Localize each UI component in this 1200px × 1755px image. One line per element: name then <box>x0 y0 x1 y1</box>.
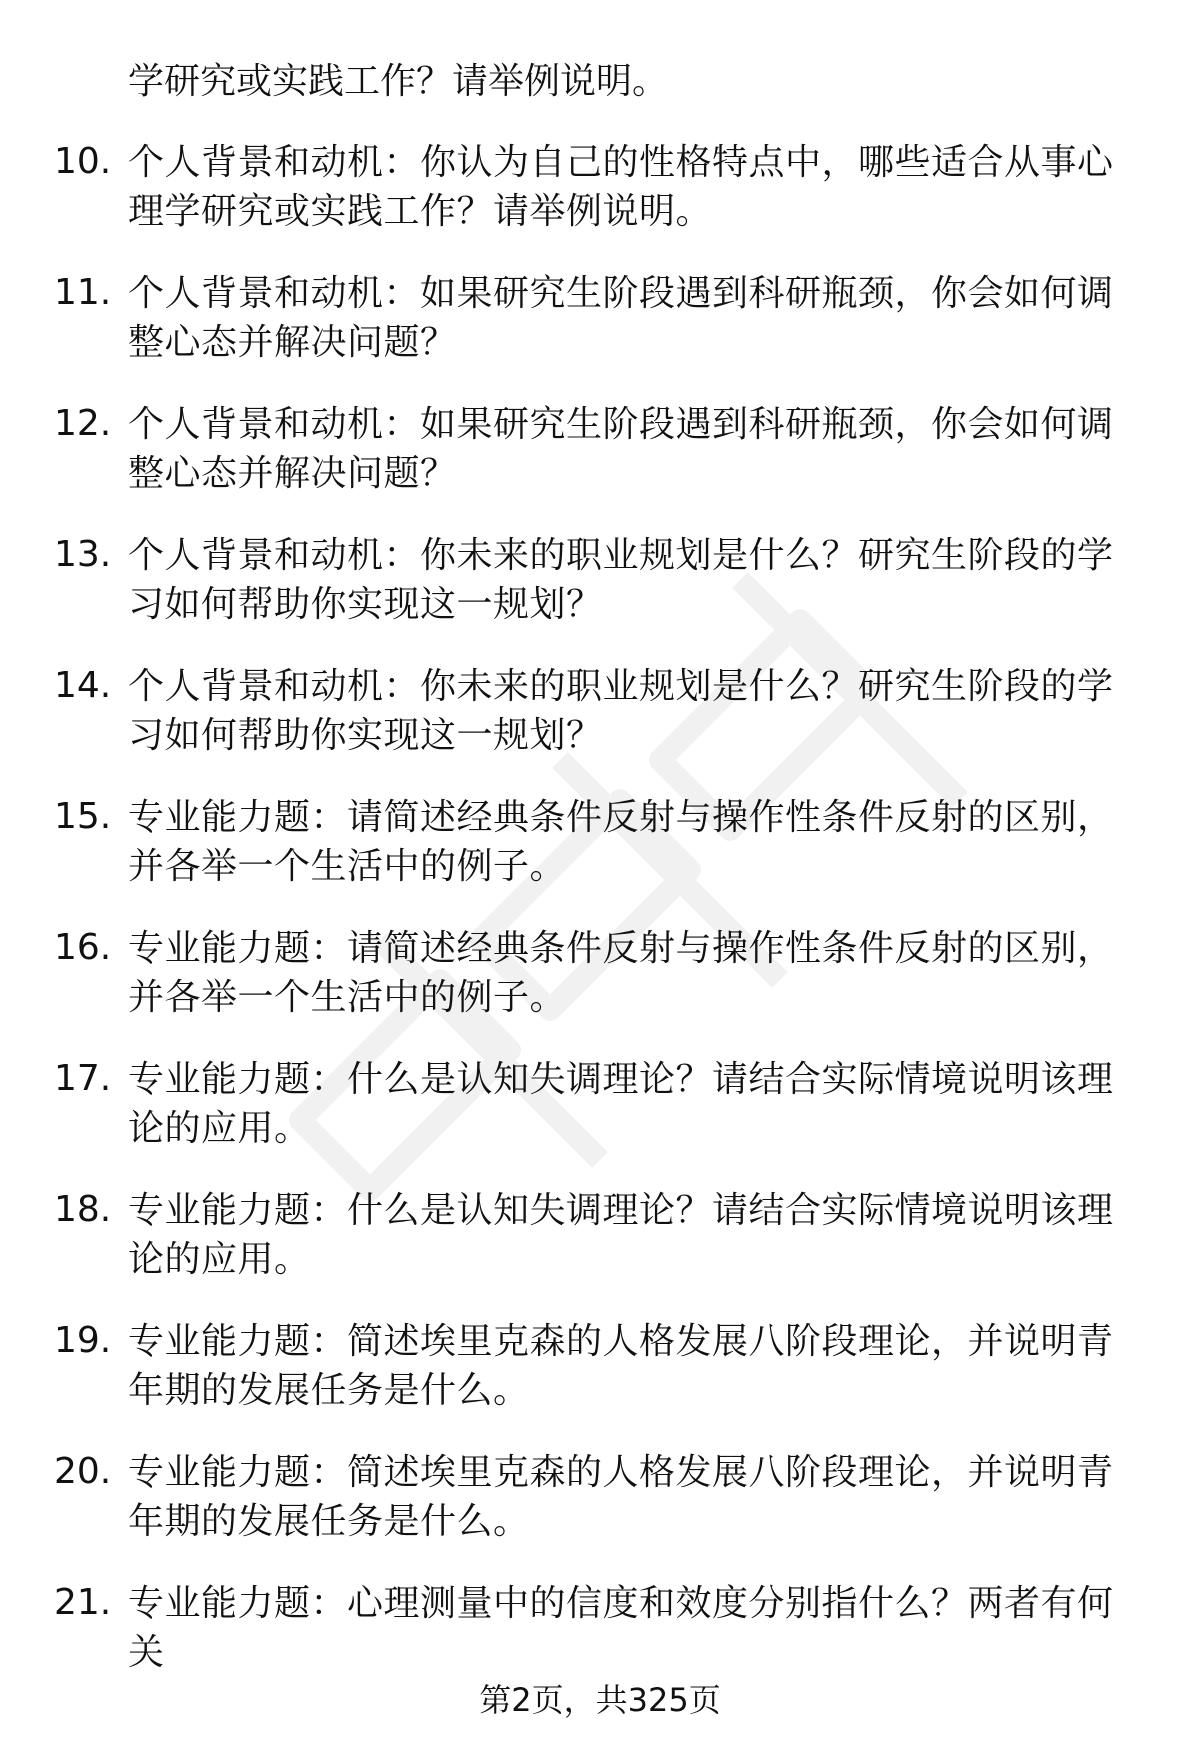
question-item <box>0 1448 1200 1579</box>
question-item <box>0 269 1200 400</box>
question-number: 17. <box>54 1058 112 1099</box>
question-text: 专业能力题：简述埃里克森的人格发展八阶段理论，并说明青年期的发展任务是什么。 <box>128 1321 1114 1411</box>
question-number: 16. <box>54 927 112 968</box>
question-text: 个人背景和动机：如果研究生阶段遇到科研瓶颈，你会如何调整心态并解决问题？ <box>128 404 1114 494</box>
question-text: 个人背景和动机：如果研究生阶段遇到科研瓶颈，你会如何调整心态并解决问题？ <box>128 273 1114 363</box>
question-number: 15. <box>54 796 112 837</box>
question-number: 10. <box>54 141 112 182</box>
question-text: 专业能力题：简述埃里克森的人格发展八阶段理论，并说明青年期的发展任务是什么。 <box>128 1452 1114 1542</box>
question-item <box>0 1186 1200 1317</box>
question-text: 个人背景和动机：你未来的职业规划是什么？研究生阶段的学习如何帮助你实现这一规划？ <box>128 535 1114 625</box>
question-text: 专业能力题：请简述经典条件反射与操作性条件反射的区别，并各举一个生活中的例子。 <box>128 797 1114 887</box>
question-text: 专业能力题：心理测量中的信度和效度分别指什么？两者有何关 <box>128 1583 1114 1673</box>
question-item <box>0 924 1200 1055</box>
question-number: 20. <box>54 1451 112 1492</box>
question-list <box>0 138 1200 1710</box>
continuation-line: 学研究或实践工作？请举例说明。 <box>128 61 669 102</box>
question-number: 13. <box>54 534 112 575</box>
question-item <box>0 1317 1200 1448</box>
page-footer: 第2页，共325页 <box>479 1681 721 1719</box>
question-number: 21. <box>54 1582 112 1623</box>
question-text: 专业能力题：什么是认知失调理论？请结合实际情境说明该理论的应用。 <box>128 1059 1114 1149</box>
question-item <box>0 662 1200 793</box>
question-number: 18. <box>54 1189 112 1230</box>
question-item <box>0 138 1200 269</box>
question-text: 专业能力题：什么是认知失调理论？请结合实际情境说明该理论的应用。 <box>128 1190 1114 1280</box>
question-number: 12. <box>54 403 112 444</box>
question-number: 11. <box>54 272 112 313</box>
question-item <box>0 1055 1200 1186</box>
question-number: 14. <box>54 665 112 706</box>
question-number: 19. <box>54 1320 112 1361</box>
question-text: 个人背景和动机：你未来的职业规划是什么？研究生阶段的学习如何帮助你实现这一规划？ <box>128 666 1114 756</box>
question-text: 个人背景和动机：你认为自己的性格特点中，哪些适合从事心理学研究或实践工作？请举例说明。 <box>128 142 1114 232</box>
question-item <box>0 531 1200 662</box>
question-item <box>0 400 1200 531</box>
question-item <box>0 793 1200 924</box>
question-text: 专业能力题：请简述经典条件反射与操作性条件反射的区别，并各举一个生活中的例子。 <box>128 928 1114 1018</box>
